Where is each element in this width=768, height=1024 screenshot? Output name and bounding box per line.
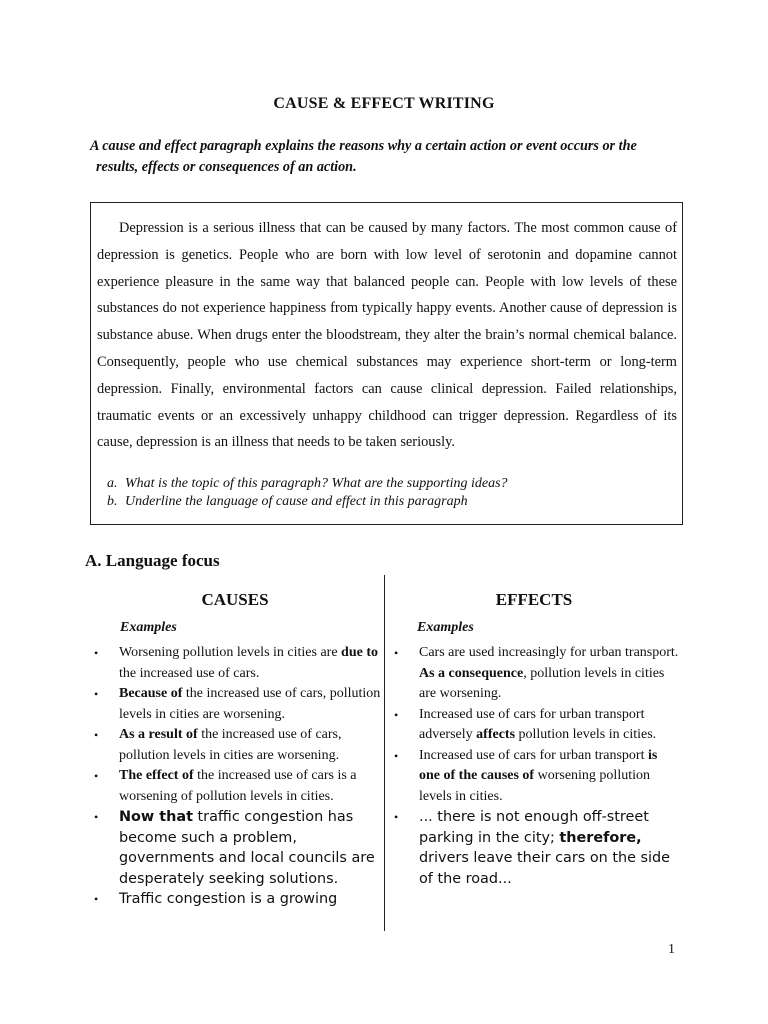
- item-text-post: traffic congestion has become such a problem, governments and local councils are desperately seeking solutions.: [119, 809, 375, 887]
- item-text-post: the increased use of cars is a worsening of pollution levels in cities.: [119, 768, 357, 804]
- list-item: [94, 766, 381, 807]
- list-item: [394, 807, 681, 889]
- item-text-post: the increased use of cars.: [119, 665, 260, 681]
- item-text-post: the increased use of cars, pollution levels in cities are worsening.: [119, 686, 381, 722]
- bullet-icon: •: [394, 748, 399, 763]
- bullet-icon: •: [94, 728, 99, 742]
- question-item: [107, 475, 667, 493]
- item-text-post: drivers leave their cars on the side of the road...: [419, 850, 671, 887]
- sample-paragraph: Depression is a serious illness that can be caused by many factors. The most common cause of depression is genetics. People who are born with low level of serotonin and dopamine cannot experience pleasure in the same way that balanced people can. People with low levels of these substances do not experience happiness from typically happy events. Another cause of depression is substance abuse. When drugs enter the bloodstream, they alter the brain’s normal chemical balance. Consequently, people who use chemical substances may experience short-term or long-term depression. Finally, environmental factors can cause clinical depression. Failed relationships, traumatic events or an excessively unhappy childhood can trigger depression. Regardless of its cause, depression is an illness that needs to be taken seriously.: [97, 220, 677, 451]
- item-keyword: The effect of: [119, 768, 194, 783]
- intro-line-1: A cause and effect paragraph explains the reasons why a certain action or event occurs or the: [90, 138, 637, 154]
- question-letter: b.: [107, 494, 118, 509]
- item-keyword: due to: [341, 645, 378, 660]
- intro-definition: [90, 136, 690, 178]
- column-divider: [384, 575, 385, 931]
- bullet-icon: •: [394, 707, 399, 722]
- item-text-pre: ... there is not enough off-street parking in the city;: [419, 809, 649, 846]
- list-item: [394, 705, 681, 746]
- item-keyword: is one of the causes of: [419, 747, 658, 783]
- item-text-pre: Increased use of cars for urban transport: [419, 747, 648, 763]
- causes-examples-label: Examples: [120, 620, 177, 635]
- bullet-icon: •: [94, 892, 99, 907]
- list-item: [94, 807, 381, 889]
- sample-paragraph-box: [90, 202, 683, 525]
- item-text-post: pollution levels in cities.: [515, 727, 657, 742]
- bullet-icon: •: [94, 646, 99, 660]
- item-keyword: As a consequence: [419, 665, 524, 681]
- list-item: [394, 746, 681, 808]
- item-keyword: therefore,: [559, 829, 642, 846]
- item-text-post: , pollution levels in cities are worsening.: [419, 665, 665, 701]
- bullet-icon: •: [94, 810, 99, 824]
- question-text: Underline the language of cause and effect in this paragraph: [125, 494, 468, 509]
- bullet-icon: •: [94, 769, 99, 783]
- bullet-icon: •: [394, 646, 399, 660]
- list-item: [94, 725, 381, 766]
- list-item: [94, 684, 381, 725]
- causes-heading: CAUSES: [201, 590, 269, 609]
- question-text: What is the topic of this paragraph? What are the supporting ideas?: [125, 476, 508, 491]
- list-item: [94, 889, 381, 910]
- document-title: CAUSE & EFFECT WRITING: [273, 95, 495, 112]
- effects-examples-label: Examples: [417, 620, 474, 635]
- item-text-pre: Increased use of cars for urban transport adversely: [419, 706, 645, 742]
- list-item: [394, 643, 681, 705]
- question-item: [107, 493, 667, 511]
- question-list: [107, 475, 667, 511]
- item-keyword: Because of: [119, 686, 183, 701]
- item-text-post: the increased use of cars, pollution levels in cities are worsening.: [119, 727, 342, 763]
- item-text-pre: Worsening pollution levels in cities are: [119, 645, 342, 660]
- effects-list: [394, 643, 681, 889]
- item-text-pre: Cars are used increasingly for urban transport.: [419, 645, 679, 660]
- item-keyword: affects: [476, 727, 516, 742]
- effects-heading: EFFECTS: [495, 590, 573, 609]
- item-text-pre: Traffic congestion is a growing: [119, 891, 338, 908]
- list-item: [94, 643, 381, 684]
- item-keyword: As a result of: [119, 727, 198, 742]
- intro-line-2: results, effects or consequences of an action.: [96, 159, 357, 175]
- item-keyword: Now that: [119, 809, 193, 825]
- item-text-post: worsening pollution levels in cities.: [419, 768, 650, 804]
- causes-list: [94, 643, 381, 910]
- bullet-icon: •: [394, 810, 399, 824]
- bullet-icon: •: [94, 687, 99, 701]
- page-number: 1: [668, 942, 675, 957]
- language-focus-heading: A. Language focus: [85, 551, 220, 570]
- question-letter: a.: [107, 476, 118, 491]
